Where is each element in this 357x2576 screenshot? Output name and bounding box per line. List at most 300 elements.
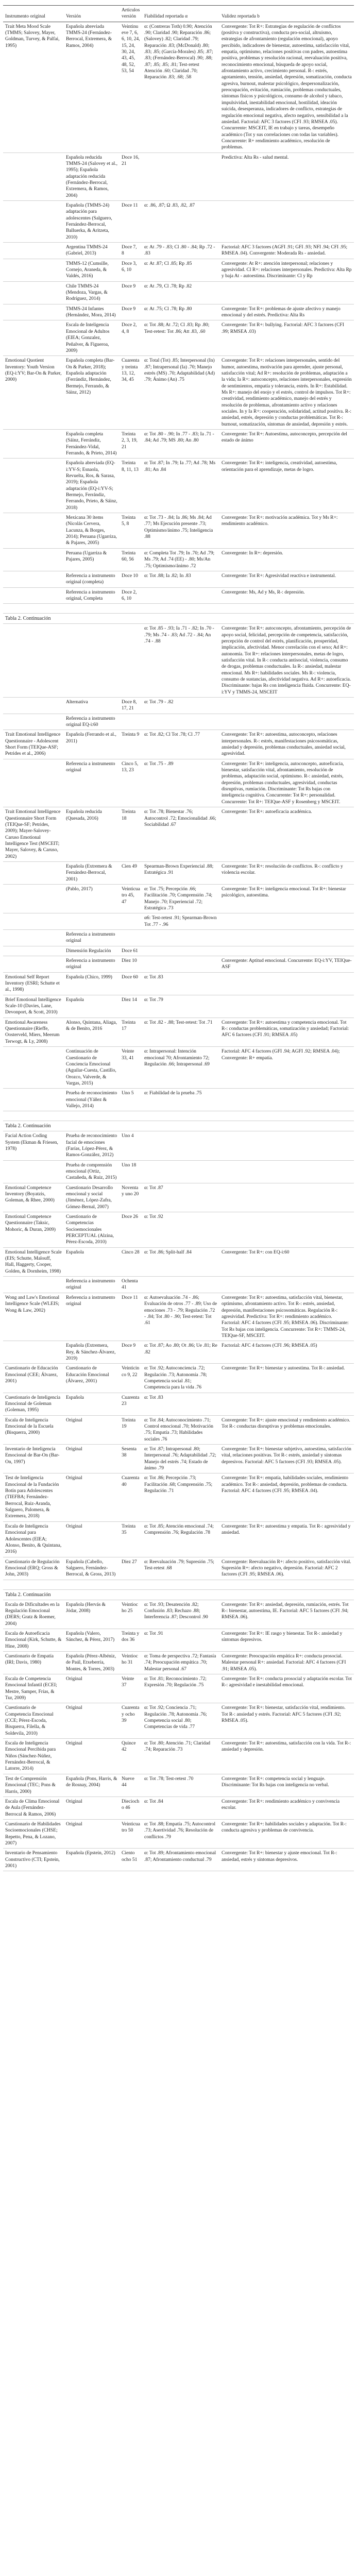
cell-items: Doce 11	[120, 200, 142, 242]
cell-instrument	[3, 884, 64, 913]
table-continuation	[3, 1121, 354, 1131]
cell-version: Española abreviada TMMS-24 (Fernández-Berrocal, Extremera, & Ramos, 2004)	[64, 22, 120, 152]
cell-validity	[219, 1131, 354, 1160]
cell-reliability: α: Fiabilidad de la prueba .75	[142, 1089, 219, 1111]
table-row	[3, 1047, 354, 1089]
cell-version: Alonso, Quintana, Aliaga, & de Benito, 2016	[64, 1018, 120, 1046]
cell-instrument	[3, 1160, 64, 1183]
cell-validity: Convergente: Tot R+: inteligencia, creatividad, autoestima, orientación para el aprendizaje, metas de logro.	[219, 459, 354, 513]
cell-validity: Convergente: Tot R+: autoestima, satisfacción con la vida. Tot R-: ansiedad y depresión.	[219, 1739, 354, 1774]
cell-version: Española (TMMS-24) adaptación para adolescentes (Salguero, Fernández-Berrocal, Balluerka, & Aritzeta, 2010)	[64, 200, 120, 242]
row-spacer	[3, 604, 354, 614]
cell-reliability: α: Tot .88; At .72; Cl .83; Rp .80; Test-retest: Tot .86; Att .83, .60	[142, 320, 219, 356]
cell-version: Española	[64, 995, 120, 1018]
cell-instrument: Wong and Law's Emotional Intelligence Scale (WLEIS; Wong & Law, 2002)	[3, 1293, 64, 1341]
cell-validity: Convergente: Tot R+: competencia social y lenguaje. Discriminante: Tot Rs bajas con inteligencia no verbal.	[219, 1774, 354, 1797]
cell-validity: Convergente: Tot R+: Estrategias de regulación de conflictos (positiva y constructiva), conducta pro-social, altruismo, estrategias de afrontamiento (regulación emocional), apoyo percibido, indicadores de bienestar, autoestima, satisfacción vital, empatía, optimismo, relaciones positivas con padres, autoestima positiva, problemas y resolución racional, reevaluación positiva, reconocimiento emocional, búsqueda de apoyo social, afrontamiento activo, crecimiento personal. R-: estrés, agotamiento, tensión, ansiedad, depresión, somatización, conducta agresiva, burnout, malestar psicológico, despersonalización, preocupación, evitación, rumiación, problemas conductuales, síntomas físicos y psicológicos, consumo de alcohol y tabaco, impulsividad, inestabilidad emocional, hostilidad, ideación suicida, desesperanza, indicadores de conflicto, estrategias de regulación emocional negativa, afecto negativo, sensibilidad a la ansiedad. Factorial: AFC 3 factores (CFI .93; RMSEA .05). Concurrente: MSCEIT, IE en trabajo y tareas, desempeño académico (Tot y sus correlaciones con todas las variables). Concurrente: R+ rendimiento académico, resolución de problemas.	[219, 22, 354, 152]
cell-reliability: α: Toma de perspectiva .72; Fantasía .74; Preocupación empática .70; Malestar personal .67	[142, 1651, 219, 1674]
cell-version: Española (Valero, Sánchez, & Pérez, 2017)	[64, 1629, 120, 1651]
cell-validity: Convergente: Tot R+: habilidades sociales y adaptación. Tot R-: conducta agresiva y problemas de convivencia.	[219, 1819, 354, 1848]
row-spacer	[3, 1580, 354, 1589]
cell-validity: Convergente: Tot R+: IE rasgo y bienestar. Tot R-: ansiedad y síntomas depresivos.	[219, 1629, 354, 1651]
cell-version: Española (Pérez-Albéniz, de Paúl, Etxeberría, Montes, & Torres, 2003)	[64, 1651, 120, 1674]
cell-reliability: α: Tot .80 - .90; In .77 - .83; Ia .71 - .84; Ad .79; MS .80; An .80	[142, 429, 219, 458]
cell-items: Doce 10	[120, 571, 142, 587]
cell-version: Original	[64, 1703, 120, 1739]
cell-items: Treinta y dos 36	[120, 1629, 142, 1651]
cell-instrument	[3, 259, 64, 281]
cell-items: Uno 5	[120, 1089, 142, 1111]
cell-reliability	[142, 946, 219, 956]
table-row	[3, 259, 354, 281]
cell-validity: Convergente: Tot R+: inteligencia emocional. Tot R+: bienestar psicológico, autoestima.	[219, 884, 354, 913]
table-row	[3, 243, 354, 259]
cell-items: Ciento ocho 51	[120, 1849, 142, 1871]
instruments-table	[3, 5, 354, 1871]
cell-items: Doce 8, 17, 21	[120, 698, 142, 714]
cell-instrument: Emotional Competence Inventory (Boyatzis, Goleman, & Rhee, 2000)	[3, 1183, 64, 1212]
table-row	[3, 1293, 354, 1341]
cell-version: Cuestionario de Competencias Socioemocionales PERCEPTUAL (Alzina, Pérez-Escoda, 2010)	[64, 1212, 120, 1248]
spacer-cell	[3, 1111, 354, 1121]
table-row	[3, 1849, 354, 1871]
cell-version: Española abreviada (EQ-i:YV-S; Esnaola, Revuelta, Ros, & Sarasa, 2019); Española adaptación (EQ-i:YV-S; Bermejo, Ferrándiz, Ferrando, Prieto, & Sáinz, 2018)	[64, 459, 120, 513]
cell-reliability	[142, 1131, 219, 1160]
cell-reliability: α: Tot .78; Bienestar .76; Autocontrol .72; Emocionalidad .66; Sociabilidad .67	[142, 807, 219, 862]
cell-reliability: α: Tot .79	[142, 995, 219, 1018]
cell-items: Treinta 9	[120, 730, 142, 759]
cell-version: Original	[64, 1819, 120, 1848]
cell-validity: Convergente: Tot R+: bienestar, satisfacción vital, rendimiento. Tot R-: ansiedad y estrés. Factorial: AFC 5 factores (CFI .92; RMSEA .05).	[219, 1703, 354, 1739]
cell-validity: Convergente: Reevaluación R+: afecto positivo, satisfacción vital. Supresión R+: afecto negativo, depresión. Factorial: AFC 2 factores (CFI .95; RMSEA .06).	[219, 1557, 354, 1580]
cell-instrument	[3, 587, 64, 604]
cell-validity	[219, 930, 354, 946]
table-row	[3, 913, 354, 930]
cell-items: Quince 42	[120, 1739, 142, 1774]
table-row	[3, 1341, 354, 1364]
cell-instrument	[3, 1277, 64, 1293]
table-row	[3, 714, 354, 730]
cell-version	[64, 624, 120, 698]
cell-instrument: Emotional Quotient Inventory: Youth Version (EQ-i:YV; Bar-On & Parker, 2000)	[3, 356, 64, 430]
cell-items	[120, 624, 142, 698]
cell-version: Referencia a instrumento original (completa)	[64, 571, 120, 587]
cell-instrument: Emotional Self Report Inventory (ESRI; Schutte et al., 1998)	[3, 972, 64, 995]
table-row	[3, 587, 354, 604]
cell-instrument: Escala de Inteligencia Emocional de la Escuela (Bisquerra, 2000)	[3, 1415, 64, 1444]
cell-items: Veintiocho 25	[120, 1600, 142, 1629]
table-row	[3, 1212, 354, 1248]
cell-reliability: α: Tot .78; Test-retest .70	[142, 1774, 219, 1797]
cell-instrument	[3, 571, 64, 587]
cell-reliability: α: Tot .89; Afrontamiento emocional .87; Afrontamiento conductual .79	[142, 1849, 219, 1871]
cell-reliability: α: .86, .87; Ω .83, .82, .87	[142, 200, 219, 242]
table-row	[3, 1160, 354, 1183]
table-row	[3, 807, 354, 862]
cell-items: Doce 9	[120, 1341, 142, 1364]
cell-version: Argentina TMMS-24 (Gabriel, 2013)	[64, 243, 120, 259]
cell-items: Treinta 8, 11, 13	[120, 459, 142, 513]
cell-instrument: Trait Meta Mood Scale (TMMS; Salovey, Mayer, Goldman, Turvey, & Palfai, 1995)	[3, 22, 64, 152]
cell-version: Española (Epstein, 2012)	[64, 1849, 120, 1871]
cell-version: Española reducida TMMS-24 (Salovey et al., 1995); Española adaptación reducida (Fernández-Berrocal, Extremera, & Ramos, 2004)	[64, 152, 120, 200]
table-row	[3, 1674, 354, 1703]
cell-validity	[219, 1393, 354, 1415]
header-reliability: Fiabilidad reportada α	[142, 6, 219, 22]
cell-reliability: α: Tot .92	[142, 1212, 219, 1248]
cell-validity: Convergente: Tot R+: conducta prosocial y adaptación escolar. Tot R-: agresividad e inestabilidad emocional.	[219, 1674, 354, 1703]
cell-version: Original	[64, 1797, 120, 1819]
table-row	[3, 861, 354, 884]
cell-instrument	[3, 698, 64, 714]
cell-items: Cuarenta 23	[120, 1393, 142, 1415]
cell-instrument	[3, 152, 64, 200]
cell-instrument: Brief Emotional Intelligence Scale-10 (Davies, Lane, Devonport, & Scott, 2010)	[3, 995, 64, 1018]
cell-version: Mexicana 30 ítems (Nicolás Cervera, Lacunza, & Borges, 2014); Peruana (Ugarriza, & Pajares, 2005)	[64, 513, 120, 549]
cell-items: Treinta 17	[120, 1018, 142, 1046]
table-row	[3, 429, 354, 458]
cell-validity	[219, 913, 354, 930]
cell-reliability: α: Tot .93; Desatención .82; Confusión .83; Rechazo .88; Interferencia .87; Descontrol .90	[142, 1600, 219, 1629]
table-row	[3, 759, 354, 807]
cell-reliability: α: Tot .85 - .93; Ia .71 - .82; In .70 - .79; Ms .74 - .83; Ad .72 - .84; An .74 - .88	[142, 624, 219, 698]
table-row	[3, 1739, 354, 1774]
cell-reliability: α: Tot .87; Intrapersonal .80; Interpersonal .76; Adaptabilidad .72; Manejo del estrés .74; Estado de ánimo .79	[142, 1445, 219, 1473]
cell-validity	[219, 200, 354, 242]
cell-items: Cien 49	[120, 861, 142, 884]
cell-version: Española (Pons, Harris, & de Rosnay, 2004)	[64, 1774, 120, 1797]
cell-validity: Factorial: AFC 4 factores (GFI .94; AGFI .92; RMSEA .04); Convergente: R+ empatía.	[219, 1047, 354, 1089]
cell-reliability	[142, 587, 219, 604]
cell-reliability: α: Tot .88; Ia .82; In .83	[142, 571, 219, 587]
cell-validity	[219, 714, 354, 730]
cell-instrument	[3, 759, 64, 807]
cell-version: Dimensión Regulación	[64, 946, 120, 956]
cell-reliability: α: Completa Tot .79; In .70; Ad .79; Ms .79; Ad .74 (EE) - .80; Ms/An .75; Optimismo/ánimo .72	[142, 548, 219, 571]
cell-reliability: α: At .75; Cl .78; Rp .80	[142, 304, 219, 320]
table-row	[3, 200, 354, 242]
cell-items: Nueve 44	[120, 1774, 142, 1797]
cell-items: Cinco 28	[120, 1247, 142, 1276]
cell-reliability: α: Tot .87; Ao .80; Ot .86; Ue .81; Re .82	[142, 1341, 219, 1364]
cell-items: Doce 2, 4, 8	[120, 320, 142, 356]
cell-validity: Convergente: Preocupación empática R+: conducta prosocial. Malestar personal R+: ansiedad. Factorial: AFC 4 factores (CFI .91; RMSEA .05).	[219, 1651, 354, 1674]
spacer-cell	[3, 1580, 354, 1589]
cell-reliability: α: At .79, Cl .78; Rp .82	[142, 281, 219, 304]
cell-instrument	[3, 913, 64, 930]
cell-instrument: Cuestionario de Regulación Emocional (ERQ; Gross & John, 2003)	[3, 1557, 64, 1580]
cell-items	[120, 913, 142, 930]
cell-instrument: Cuestionario de Empatía (IRI; Davis, 1980)	[3, 1651, 64, 1674]
cell-version: Española	[64, 1393, 120, 1415]
table-row	[3, 1521, 354, 1557]
table-continuation	[3, 614, 354, 624]
cell-reliability	[142, 152, 219, 200]
cell-validity	[219, 972, 354, 995]
cell-items: Veintiocho 31	[120, 1651, 142, 1674]
cell-items: Cuarenta 40	[120, 1473, 142, 1521]
cell-items: Treinta 35	[120, 1521, 142, 1557]
cell-instrument	[3, 304, 64, 320]
cell-validity: Convergente: Tot R+: autoestima y empatía. Tot R-: agresividad y ansiedad.	[219, 1521, 354, 1557]
cell-instrument: Inventario de Pensamiento Constructivo (CTI; Epstein, 2001)	[3, 1849, 64, 1871]
cell-instrument	[3, 714, 64, 730]
cell-items: Cinco 5, 13, 23	[120, 759, 142, 807]
cell-validity: Convergente: Tot R+: autoeficacia académica.	[219, 807, 354, 862]
cell-reliability: α: Tot .81; Reconocimiento .72; Expresión .70; Regulación .75	[142, 1674, 219, 1703]
cell-validity: Convergente: Aptitud emocional. Concurrente: EQ-i:YV, TEIQue-ASF	[219, 956, 354, 973]
cell-reliability: α: Tot .85; Atención emocional .74; Comprensión .76; Regulación .78	[142, 1521, 219, 1557]
cell-version: Referencia a instrumento original	[64, 1293, 120, 1341]
cell-version: Alternativa	[64, 698, 120, 714]
cell-version: Española completa (Sáinz, Ferrándiz, Fernández-Vidal, Ferrando, & Prieto, 2014)	[64, 429, 120, 458]
table-row	[3, 995, 354, 1018]
cell-reliability	[142, 1277, 219, 1293]
cell-reliability: α: At .79 - .83; Cl .80 - .84; Rp .72 - .83	[142, 243, 219, 259]
cell-version: Referencia a instrumento original	[64, 956, 120, 973]
table-row	[3, 1703, 354, 1739]
cell-items: Cuarenta y treinta 13, 12, 34, 45	[120, 356, 142, 430]
cell-items: Doce 2, 6, 10	[120, 587, 142, 604]
cell-items: Doce 16, 21	[120, 152, 142, 200]
cell-items: Cuarenta y ocho 39	[120, 1703, 142, 1739]
cell-instrument	[3, 320, 64, 356]
cell-validity: Convergente: In R+: depresión.	[219, 548, 354, 571]
cell-validity: Predictiva: Alta Rs - salud mental.	[219, 152, 354, 200]
cell-version: Referencia a instrumento original	[64, 1277, 120, 1293]
cell-instrument: Test de Inteligencia Emocional de la Fundación Botín para Adolescentes (TIEFBA; Fernández-Berrocal, Ruiz-Aranda, Salguero, Palomera, & Extremera, 2018)	[3, 1473, 64, 1521]
cell-instrument: Trait Emotional Intelligence Questionnaire Short Form (TEIQue-SF; Petrides, 2009); Mayer-Salovey-Caruso Emotional Intelligence Test (MSCEIT; Mayer, Salovey, & Caruso, 2002)	[3, 807, 64, 862]
cell-items: Doce 11	[120, 1293, 142, 1341]
cell-items: Veintinueve 7, 6, 6, 10, 24, 15, 24, 30, 24, 43, 45, 48, 52, 53, 54	[120, 22, 142, 152]
table-row	[3, 698, 354, 714]
table-row	[3, 624, 354, 698]
cell-version: TMMS-12 (Cumsille, Cornejo, Araneda, & Valdés, 2016)	[64, 259, 120, 281]
cell-version: Continuación de Cuestionario de Conciencia Emocional (Aguilar-Cuesta, Castillo, Orozco, Valverde, & Vargas, 2015)	[64, 1047, 120, 1089]
cell-instrument: Escala de Inteligencia Emocional para Adolescentes (EIEA; Alonso, Benito, & Quintana, 2016)	[3, 1521, 64, 1557]
table-row	[3, 571, 354, 587]
cell-version: Cuestionario Desarrollo emocional y social (Jiménez, López-Zafra, Gómez-Bernal, 2007)	[64, 1183, 120, 1212]
cell-instrument: Emotional Competence Questionnaire (Taksic, Mohoric, & Duran, 2009)	[3, 1212, 64, 1248]
table-row	[3, 152, 354, 200]
cell-instrument	[3, 548, 64, 571]
table-row	[3, 730, 354, 759]
cell-validity: Convergente: Tot R+: inteligencia, autoconcepto, autoeficacia, bienestar, satisfacción vital, afrontamiento, resolución de problemas, adaptación social, optimismo. R-: ansiedad, estrés, depresión, problemas conductuales, agresividad, conductas disruptivas, rumiación. Discriminante: Tot Rs bajas con inteligencia cognitiva. Concurrente: Tot R+: personalidad. Concurrente: Tot R+: TEIQue-ASF y Rosenberg y MSCEIT.	[219, 759, 354, 807]
cell-instrument	[3, 243, 64, 259]
cell-instrument: Escala de Inteligencia Emocional Percibida para Niños (Sánchez-Núñez, Fernández-Berrocal, & Latorre, 2014)	[3, 1739, 64, 1774]
cell-reliability: α: Tot .88; Empatía .75; Autocontrol .73; Asertividad .76; Resolución de conflictos .79	[142, 1819, 219, 1848]
header-instrument: Instrumento original	[3, 6, 64, 22]
cell-items: Diez 27	[120, 1557, 142, 1580]
cell-validity: Convergente: Tot R+: autoestima, satisfacción vital, bienestar, optimismo, afrontamiento activo. Tot R-: estrés, ansiedad, depresión, manifestaciones psicosomáticas. Regulación R-: agresividad. Predictiva: Tot R+: rendimiento académico. Factorial: AFC 4 factores (CFI .95; RMSEA .06). Discriminante: Tot Rs bajas con inteligencia. Concurrente: Tot R+: TMMS-24, TEIQue-SF, MSCEIT.	[219, 1293, 354, 1341]
cell-instrument: Cuestionario de Competencia Emocional (CCE; Pérez-Escoda, Bisquerra, Filella, & Soldevila, 2010)	[3, 1703, 64, 1739]
cell-items: Veinticuatro 50	[120, 1819, 142, 1848]
table-row	[3, 356, 354, 430]
cell-instrument	[3, 1089, 64, 1111]
table-row	[3, 1277, 354, 1293]
cell-validity	[219, 1277, 354, 1293]
cell-validity	[219, 995, 354, 1018]
cell-items	[120, 714, 142, 730]
cell-instrument	[3, 429, 64, 458]
table-row	[3, 1651, 354, 1674]
cell-items: Treinta 5, 8	[120, 513, 142, 549]
table-row	[3, 1445, 354, 1473]
cell-instrument	[3, 930, 64, 946]
cell-items: Noventa y uno 20	[120, 1183, 142, 1212]
cell-instrument	[3, 956, 64, 973]
cell-validity: Convergente: Tot R+: empatía, habilidades sociales, rendimiento académico. Tot R-: ansiedad, depresión, problemas de conducta. Factorial: AFC 4 factores (CFI .95; RMSEA .04).	[219, 1473, 354, 1521]
table-row	[3, 304, 354, 320]
cell-items: Dieciocho 46	[120, 1797, 142, 1819]
cell-version: Española completa (Bar-On & Parker, 2018); Española adaptación (Ferrándiz, Hernández, Bermejo, Ferrando, & Sáinz, 2012)	[64, 356, 120, 430]
cell-items: Doce 7, 8	[120, 243, 142, 259]
cell-instrument	[3, 946, 64, 956]
cell-version: Original	[64, 1445, 120, 1473]
table-row	[3, 1089, 354, 1111]
table-body	[3, 22, 354, 1871]
continuation-label: Tabla 2. Continuación	[3, 614, 354, 624]
table-row	[3, 930, 354, 946]
cell-instrument: Cuestionario de Educación Emocional (CEE; Álvarez, 2001)	[3, 1364, 64, 1393]
cell-validity: Convergente: Tot R+: autoconcepto, afrontamiento, percepción de apoyo social, felicidad, percepción de competencia, satisfacción, percepción de control del estrés, planificación, prosperidad, implicación, afectividad. Menor correlación con el sexo; Ad R+: autonomía. Tot R+: relaciones interpersonales, metas de logro, satisfacción vital. In R-: conducta antisocial, violencia, consumo de drogas, problemas conductuales. Ia R-: ansiedad, malestar emocional. Ms R+: habilidades sociales. Ms R-: violencia, consumo de sustancias, afectividad negativa. Ad R+: autoeficacia. Discriminante: bajas Rs con inteligencia fluida. Concurrente: EQ-i:YV y TMMS-24, MSCEIT	[219, 624, 354, 698]
table-row	[3, 1364, 354, 1393]
cell-validity: Convergente: Tot R+: problemas de ajuste afectivo y manejo emocional y del estrés. Predictiva: Alta Rs	[219, 304, 354, 320]
table-row	[3, 548, 354, 571]
cell-reliability	[142, 930, 219, 946]
cell-validity: Convergente: Tot R+: con EQ-i:60	[219, 1247, 354, 1276]
cell-validity: Convergente: Ms, Ad y Ms, R-: depresión.	[219, 587, 354, 604]
cell-instrument: Escala de Clima Emocional de Aula (Fernández-Berrocal & Ramos, 2006)	[3, 1797, 64, 1819]
cell-version: Original	[64, 1674, 120, 1703]
cell-items: Doce 61	[120, 946, 142, 956]
cell-version: Española	[64, 1247, 120, 1276]
cell-validity: Factorial: AFC 3 factores (AGFI .91; GFI .93; NFI .94; CFI .95; RMSEA .04). Convergente: Moderada Rs - ansiedad.	[219, 243, 354, 259]
cell-reliability: α: At .87; Cl .85; Rp .85	[142, 259, 219, 281]
table-row	[3, 1018, 354, 1046]
cell-items: Diez 10	[120, 956, 142, 973]
table-row	[3, 1774, 354, 1797]
cell-reliability: α: Reevaluación .79; Supresión .75; Test-retest .68	[142, 1557, 219, 1580]
header-validity: Validez reportada b	[219, 6, 354, 22]
cell-instrument	[3, 624, 64, 698]
cell-reliability: α: Tot .82 - .88; Test-retest: Tot .71	[142, 1018, 219, 1046]
cell-items: Doce 9	[120, 281, 142, 304]
cell-instrument: Emotional Intelligence Scale (EIS; Schutte, Malouff, Hall, Haggerty, Cooper, Golden, & Dornheim, 1998)	[3, 1247, 64, 1276]
cell-items: Veinticuatro 45, 47	[120, 884, 142, 913]
cell-validity: Convergente: Tot R+: rendimiento académico y convivencia escolar.	[219, 1797, 354, 1819]
table-row	[3, 1557, 354, 1580]
cell-reliability: α: Tot .92; Autoconciencia .72; Regulación .73; Autonomía .78; Competencia social .81; Competencia para la vida .76	[142, 1364, 219, 1393]
cell-version: Original	[64, 1473, 120, 1521]
cell-validity: Convergente: Tot R+: autoestima y competencia emocional. Tot R-: conductas problemáticas, somatización y ansiedad; Factorial: AFC 6 factores (CFI .91; RMSEA .05)	[219, 1018, 354, 1046]
cell-validity: Convergente: Tot R+: ajuste emocional y rendimiento académico. Tot R-: conductas disruptivas y problemas emocionales.	[219, 1415, 354, 1444]
cell-version: Referencia a instrumento original, Completa	[64, 587, 120, 604]
cell-items: Treinta 2, 3, 19, 21	[120, 429, 142, 458]
cell-version	[64, 913, 120, 930]
cell-reliability	[142, 956, 219, 973]
cell-instrument	[3, 459, 64, 513]
header-items: Artículos versión	[120, 6, 142, 22]
cell-items: Doce 60	[120, 972, 142, 995]
cell-reliability: α: Tot .87; In .79; Ia .77; Ad .78; Ms .81; An .84	[142, 459, 219, 513]
cell-reliability: α: Tot .75 - .89	[142, 759, 219, 807]
cell-instrument	[3, 513, 64, 549]
cell-version: Original	[64, 1739, 120, 1774]
table-row	[3, 1393, 354, 1415]
table-row	[3, 1247, 354, 1276]
cell-reliability: α: Tot .91	[142, 1629, 219, 1651]
cell-items: Diez 14	[120, 995, 142, 1018]
cell-reliability: α: Tot .73 - .84; Ia .86; Ms .84; Ad .77; Ms Ejecución presente .73; Optimismo/ánimo .75; Inteligencia .88	[142, 513, 219, 549]
cell-items: Veinticinco 9, 22	[120, 1364, 142, 1393]
cell-reliability: α: Tot .83	[142, 972, 219, 995]
cell-items: Treinta 60, 56	[120, 548, 142, 571]
table-row	[3, 946, 354, 956]
cell-items: Doce 26	[120, 1212, 142, 1248]
cell-reliability: α6: Test-retest .91; Spearman-Brown Tot .77 - .96	[142, 913, 219, 930]
cell-items: Doce 9	[120, 304, 142, 320]
cell-version: Escala de Inteligencia Emocional de Adultos (EIEA; Gonzalez, Peñalver, & Figueroa, 2009)	[64, 320, 120, 356]
cell-version: Española (Ferrando et al., 2011)	[64, 730, 120, 759]
table-row	[3, 281, 354, 304]
table-row	[3, 1473, 354, 1521]
row-spacer	[3, 1111, 354, 1121]
cell-items: Uno 18	[120, 1160, 142, 1183]
cell-instrument: Test de Comprensión Emocional (TEC; Pons & Harris, 2000)	[3, 1774, 64, 1797]
cell-version: Española reducida (Quesada, 2016)	[64, 807, 120, 862]
cell-version: Chile TMMS-24 (Mendoza, Vargas, & Rodríguez, 2014)	[64, 281, 120, 304]
cell-reliability: α: Tot .75; Percepción .66; Facilitación .70; Comprensión .74; Manejo .70; Experiencial .72; Estratégica .73	[142, 884, 219, 913]
cell-reliability: α: Tot .83	[142, 1393, 219, 1415]
cell-items: Treinta 19	[120, 1415, 142, 1444]
cell-version: TMMS-24 Infantes (Hernández, Mora, 2014)	[64, 304, 120, 320]
cell-reliability: α: (Contreras Toth) 0.90; Atención .90; Claridad .90; Reparación .86; (Salovey) .82; Claridad .79; Reparación .83; (McDonald) .80; .83; .85; (García-Morales) .85; .87; .83; (Fernández-Berrocal) .90; .88; .87; .85; .85; .81; Test-retest Atención .60; Claridad .70; Reparación .83; .68; .58	[142, 22, 219, 152]
cell-reliability: α: Autoevaluación .74 - .86; Evaluación de otros .77 - .89; Uso de emociones .73 - .79; Regulación .72 - .84; Tot .80 - .90; Test-retest: Tot .61	[142, 1293, 219, 1341]
cell-reliability	[142, 714, 219, 730]
continuation-label: Tabla 2. Continuación	[3, 1121, 354, 1131]
table-row	[3, 1600, 354, 1629]
cell-items: Uno 4	[120, 1131, 142, 1160]
cell-validity	[219, 946, 354, 956]
table-row	[3, 1183, 354, 1212]
cell-items: Sesenta 38	[120, 1445, 142, 1473]
table-row	[3, 956, 354, 973]
cell-validity: Factorial: AFC 4 factores (CFI .96; RMSEA .05)	[219, 1341, 354, 1364]
cell-instrument	[3, 861, 64, 884]
table-row	[3, 1415, 354, 1444]
cell-instrument: Trait Emotional Intelligence Questionnaire - Adolescent Short Form (TEIQue-ASF; Petrides et al., 2006)	[3, 730, 64, 759]
cell-reliability: α: Tot .80; Atención .71; Claridad .74; Reparación .73	[142, 1739, 219, 1774]
cell-reliability: α: Tot .84	[142, 1797, 219, 1819]
cell-validity: Convergente: Tot R+: relaciones interpersonales, sentido del humor, autoestima, motivación para aprender, ajuste personal, satisfacción vital; Ad R+: resolución de problemas, adaptación a la vida; Ia R+: autoconcepto, relaciones interpersonales, expresión de sentimientos, empatía y tolerancia, estrés. In R+: Estabilidad. Ms R+: manejo del enojo y el estrés, control de impulsos. Tot R+: creatividad, rendimiento académico, manejo del estrés y resolución de problemas, afrontamiento activo y relaciones sociales. In y Ia R+: cooperación, solidaridad, actitud positiva. R-: ansiedad, estrés, depresión y conductas problemáticas. Tot R-: burnout, somatización, síntomas de ansiedad, depresión y estrés.	[219, 356, 354, 430]
cell-reliability: α: Tot .84; Autoconocimiento .71; Control emocional .70; Motivación .75; Empatía .73; Habilidades sociales .76	[142, 1415, 219, 1444]
table-header	[3, 6, 354, 22]
continuation-label: Tabla 2. Continuación	[3, 1589, 354, 1600]
cell-reliability: α: Intrapersonal: Intención emocional 70; Afrontamiento 72; Regulación .66; Intrapersonal .69	[142, 1047, 219, 1089]
cell-reliability: α: Tot .79 - .82	[142, 698, 219, 714]
cell-version: Referencia a instrumento original	[64, 759, 120, 807]
cell-version: Española (Hervás & Jódar, 2008)	[64, 1600, 120, 1629]
cell-validity	[219, 698, 354, 714]
cell-validity	[219, 1212, 354, 1248]
cell-reliability: α: Tot .87	[142, 1183, 219, 1212]
cell-validity	[219, 1089, 354, 1111]
cell-reliability: α: Tot .92; Conciencia .71; Regulación .78; Autonomía .76; Competencia social .80; Competencias de vida .77	[142, 1703, 219, 1739]
cell-reliability: α: Tot .86; Percepción .73; Facilitación .68; Comprensión .75; Regulación .71	[142, 1473, 219, 1521]
cell-validity: Convergente: Tot R+: bienestar subjetivo, autoestima, satisfacción vital, relaciones positivas. Tot R-: estrés, ansiedad y síntomas depresivos. Factorial: AFC 5 factores (CFI .93; RMSEA .05).	[219, 1445, 354, 1473]
table-row	[3, 884, 354, 913]
